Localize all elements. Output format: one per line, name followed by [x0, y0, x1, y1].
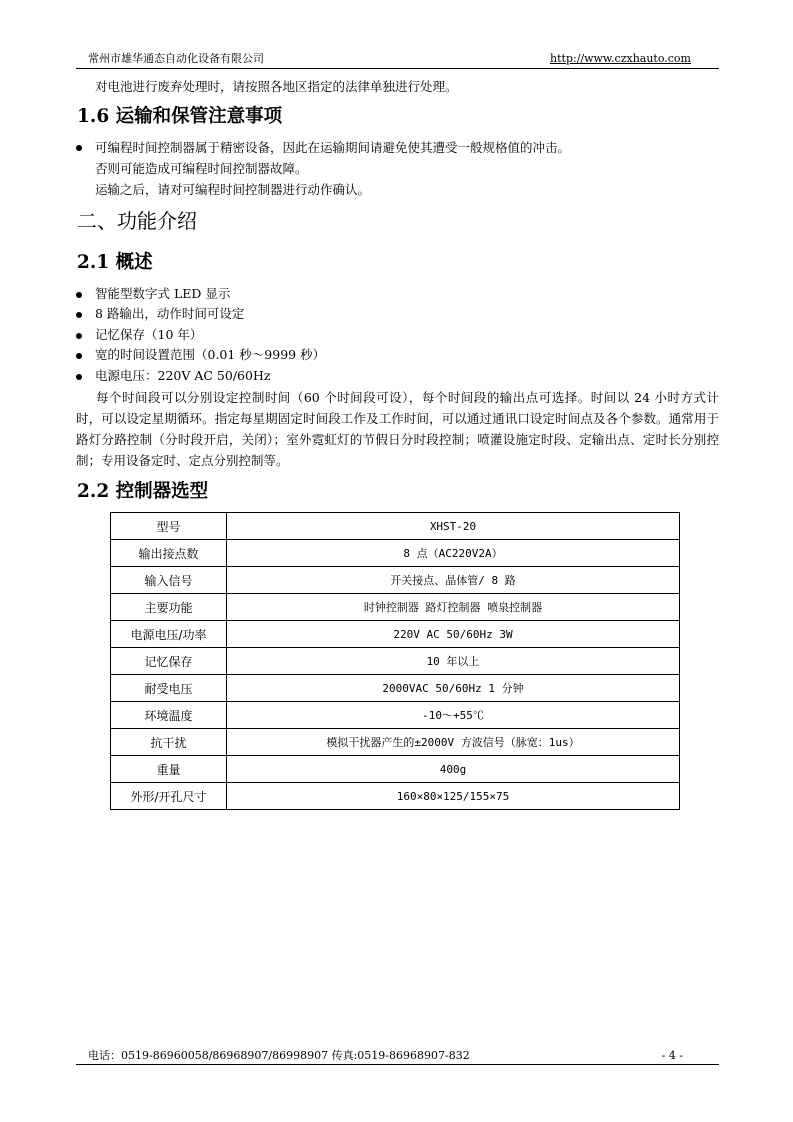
intro-text: 对电池进行废弃处理时，请按照各地区指定的法律单独进行处理。 — [95, 79, 458, 94]
section-1-6-title: 1.6 运输和保管注意事项 — [77, 106, 283, 127]
footer-divider — [76, 1064, 719, 1065]
list-item: 记忆保存（10 年） — [95, 327, 203, 342]
spec-key: 环境温度 — [111, 702, 227, 729]
list-item: 8 路输出，动作时间可设定 — [95, 306, 245, 321]
spec-key: 输出接点数 — [111, 540, 227, 567]
bullet-icon — [76, 333, 82, 339]
spec-value: 10 年以上 — [227, 648, 680, 675]
spec-value: 400g — [227, 756, 680, 783]
spec-value: 160×80×125/155×75 — [227, 783, 680, 810]
spec-key: 重量 — [111, 756, 227, 783]
table-row — [111, 756, 680, 783]
table-row — [111, 540, 680, 567]
spec-value: 8 点（AC220V2A） — [227, 540, 680, 567]
company-name: 常州市雄华通态自动化设备有限公司 — [88, 52, 264, 65]
table-row — [111, 594, 680, 621]
spec-value: XHST-20 — [227, 513, 680, 540]
spec-value: 模拟干扰器产生的±2000V 方波信号（脉宽：1us） — [227, 729, 680, 756]
section-1-6-line3: 运输之后，请对可编程时间控制器进行动作确认。 — [95, 182, 371, 197]
spec-key: 型号 — [111, 513, 227, 540]
spec-value: 220V AC 50/60Hz 3W — [227, 621, 680, 648]
section-2-1-title: 2.1 概述 — [77, 252, 153, 273]
table-row — [111, 513, 680, 540]
table-row — [111, 783, 680, 810]
list-item: 电源电压：220V AC 50/60Hz — [95, 368, 271, 383]
table-row — [111, 621, 680, 648]
bullet-icon — [76, 145, 82, 151]
spec-value: -10～+55℃ — [227, 702, 680, 729]
section-1-6-bullet: 可编程时间控制器属于精密设备，因此在运输期间请避免使其遭受一般规格值的冲击。 — [95, 140, 571, 155]
header-divider — [76, 68, 719, 69]
company-url-link[interactable]: http://www.czxhauto.com — [550, 52, 691, 65]
spec-key: 抗干扰 — [111, 729, 227, 756]
table-row — [111, 729, 680, 756]
table-row — [111, 702, 680, 729]
spec-key: 输入信号 — [111, 567, 227, 594]
bullet-icon — [76, 374, 82, 380]
section-1-6-line2: 否则可能造成可编程时间控制器故障。 — [95, 161, 308, 176]
bullet-icon — [76, 353, 82, 359]
section-2-2-title: 2.2 控制器选型 — [77, 481, 209, 502]
spec-key: 记忆保存 — [111, 648, 227, 675]
list-item: 智能型数字式 LED 显示 — [95, 286, 231, 301]
spec-value: 2000VAC 50/60Hz 1 分钟 — [227, 675, 680, 702]
footer-contact: 电话：0519-86960058/86968907/86998907 传真:0519-86968907-832 — [88, 1049, 470, 1062]
list-item: 宽的时间设置范围（0.01 秒～9999 秒） — [95, 347, 326, 362]
spec-key: 主要功能 — [111, 594, 227, 621]
spec-key: 电源电压/功率 — [111, 621, 227, 648]
spec-table — [110, 512, 680, 810]
chapter-2-title: 二、功能介绍 — [77, 209, 197, 233]
page-number: - 4 - — [661, 1049, 683, 1062]
spec-value: 开关接点、晶体管/ 8 路 — [227, 567, 680, 594]
table-row — [111, 648, 680, 675]
bullet-icon — [76, 312, 82, 318]
overview-paragraph: 每个时间段可以分别设定控制时间（60 个时间段可设），每个时间段的输出点可选择。时间以 24 小时方式计时，可以设定星期循环。指定每星期固定时间段工作及工作时间，可以通过通讯口设定时间点及各个参数。通常用于路灯分路控制（分时段开启，关闭）；室外霓虹灯的节假日分时段控制；喷灌设施定时段、定输出点、定时长分别控制；专用设备定时、定点分别控制等。 — [76, 390, 719, 468]
table-row — [111, 675, 680, 702]
table-row — [111, 567, 680, 594]
spec-key: 耐受电压 — [111, 675, 227, 702]
bullet-icon — [76, 292, 82, 298]
spec-key: 外形/开孔尺寸 — [111, 783, 227, 810]
spec-value: 时钟控制器 路灯控制器 喷泉控制器 — [227, 594, 680, 621]
